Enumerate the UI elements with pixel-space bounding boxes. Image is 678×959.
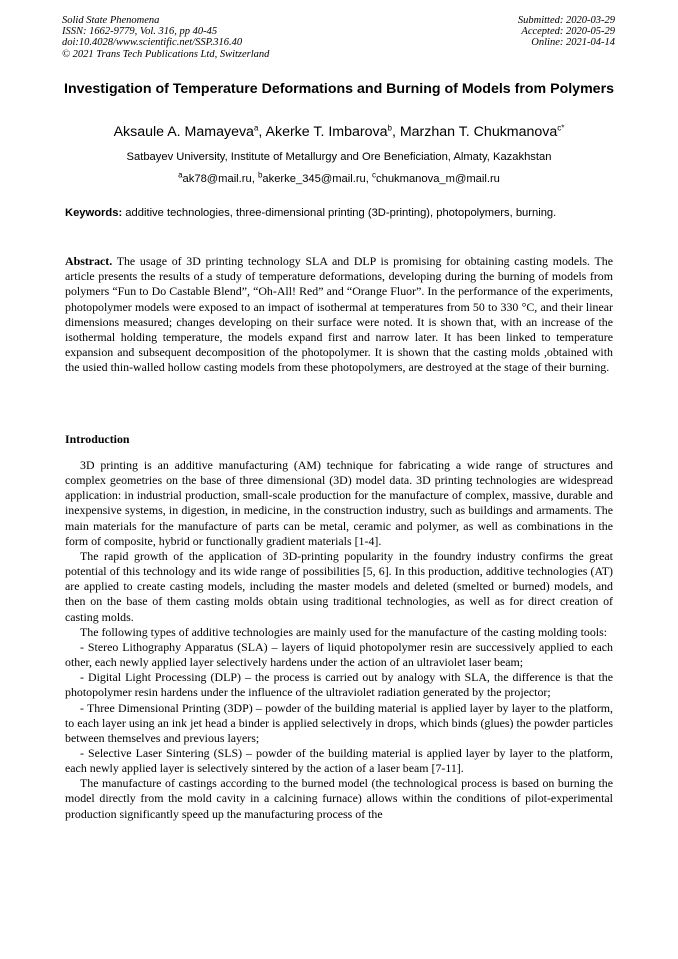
body-paragraph: The rapid growth of the application of 3D-printing popularity in the foundry industry confirms the great potential of this technology and its wide range of possibilities [5, 6]. In this production, additive technologies (AT) are applied to create casting models, including the master models and deleted (smelted or burned) models, and then on the base of them casting molds obtain using traditional technologies, as well as for direct creation of casting molds. (65, 548, 613, 624)
body-paragraph: The manufacture of castings according to the burned model (the technological process is based on burning the model directly from the mold cavity in a calcining furnace) allows within the conditions of pilot-experimental production significantly speed up the manufacturing process of the (65, 776, 613, 821)
body-paragraph: 3D printing is an additive manufacturing (AM) technique for fabricating a wide range of structures and complex geometries on the base of three dimensional (3D) model data. 3D printing technologies are widespread application: in industrial production, small-scale production for the manufacture of complex, massive, durable and inexpensive systems, in digestion, in medicine, in the construction industry, such as buildings and armaments. The main materials for the manufacture of parts can be metal, ceramic and polymer, as well as combinations in the form of composite, hybrid or functionally gradient materials [1-4]. (65, 458, 613, 548)
email-marker: b (257, 170, 263, 180)
introduction-body (65, 458, 613, 822)
doi-line: doi:10.4028/www.scientific.net/SSP.316.40 (62, 37, 243, 49)
keywords-label: Keywords: (65, 207, 123, 219)
journal-header-right (518, 15, 615, 49)
accepted-date: Accepted: 2020-05-29 (521, 26, 615, 38)
abstract-text: The usage of 3D printing technology SLA and DLP is promising for obtaining casting models. The article presents the results of a study of temperature deformations, developing during the burning of models from polymers “Fun to Do Castable Blend”, “Oh-All! Red” and “Orange Fluor”. In the performance of the experiments, photopolymer models were exposed to an impact of isothermal at temperatures from 50 to 330 °C, and their linear dimensions measured; changes developing on their surface were noted. It is shown that, with an increase of the isothermal holding temperature, the models expand first and narrow later. It has been linked to temperature expansion and subsequent decomposition of the photopolymer. It is shown that the casting molds ,obtained with the usied thin-walled hollow casting models from these photopolymers, are destroyed at the stage of their burning. (65, 254, 613, 375)
author-affil-marker: b (387, 123, 392, 133)
email-address: ak78@mail.ru, (182, 173, 258, 185)
email-address: akerke_345@mail.ru, (262, 173, 372, 185)
issn-line: ISSN: 1662-9779, Vol. 316, pp 40-45 (62, 26, 218, 38)
email-marker: c (372, 170, 376, 180)
author-separator: , (391, 124, 400, 140)
abstract-label: Abstract. (65, 254, 113, 268)
journal-name: Solid State Phenomena (62, 15, 160, 26)
list-item-dlp: - Digital Light Processing (DLP) – the process is carried out by analogy with SLA, the difference is that the photopolymer resin hardens under the influence of the ultraviolet radiation generated by the projector; (65, 670, 613, 700)
affiliation: Satbayev University, Institute of Metallurgy and Ore Beneficiation, Almaty, Kazakhstan (126, 151, 552, 163)
abstract-block (65, 254, 613, 376)
author-separator: , (258, 124, 266, 140)
submitted-date: Submitted: 2020-03-29 (517, 15, 615, 26)
list-item-sls: - Selective Laser Sintering (SLS) – powder of the building material is applied layer by layer to the platform, each newly applied layer is selectively sintered by the action of a laser beam [7-11]. (65, 745, 613, 776)
author-name: Aksaule A. Mamayeva (113, 124, 254, 140)
list-item-sla: - Stereo Lithography Apparatus (SLA) – layers of liquid photopolymer resin are successively applied to each other, each newly applied layer selectively hardens under the action of an ultraviolet laser beam; (65, 639, 613, 670)
author-list (62, 123, 616, 141)
paper-title: Investigation of Temperature Deformations and Burning of Models from Polymers (64, 81, 614, 97)
keywords-block (65, 206, 613, 221)
author-emails (62, 172, 616, 186)
email-address: chukmanova_m@mail.ru (376, 173, 500, 185)
body-paragraph: The following types of additive technologies are mainly used for the manufacture of the casting molding tools: (80, 624, 608, 639)
author-affil-marker: a (253, 123, 259, 133)
author-affil-marker: c* (557, 123, 565, 133)
section-heading-introduction: Introduction (65, 432, 130, 446)
online-date: Online: 2021-04-14 (531, 37, 615, 49)
list-item-3dp: - Three Dimensional Printing (3DP) – powder of the building material is applied layer by layer to the platform, to each layer using an ink jet head a binder is applied selectively in drops, which binds (glues) the powder particles between themselves and previous layers; (65, 700, 613, 745)
email-marker: a (178, 170, 183, 180)
keywords-text: additive technologies, three-dimensional printing (3D-printing), photopolymers, burning. (122, 207, 557, 219)
author-name: Akerke T. Imbarova (265, 124, 388, 140)
journal-header-left (62, 15, 269, 60)
copyright-line: © 2021 Trans Tech Publications Ltd, Switzerland (62, 48, 270, 60)
author-name: Marzhan T. Chukmanova (399, 124, 558, 140)
